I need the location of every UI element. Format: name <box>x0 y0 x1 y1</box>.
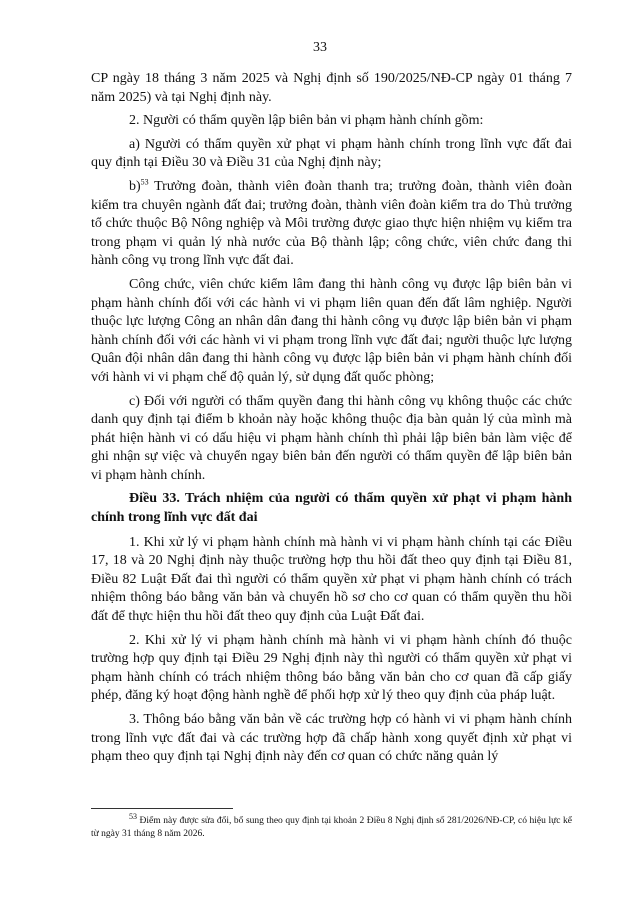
item-b-text: Trưởng đoàn, thành viên đoàn thanh tra; trưởng đoàn, thành viên đoàn kiểm tra chuyên ngành đất đai; trưởng đoàn, thành viên đoàn kiểm tra do Thủ trưởng tổ chức thuộc Bộ Nông nghiệp và Môi trường được giao thực hiện nhiệm vụ kiểm tra trong phạm vi quản lý nhà nước của Bộ thành lập; công chức, viên chức đang thi hành công vụ trong lĩnh vực đất đai. <box>91 178 572 269</box>
paragraph-item-c: c) Đối với người có thẩm quyền đang thi hành công vụ không thuộc các chức danh quy định tại điểm b khoản này hoặc không thuộc địa bàn quản lý của mình mà phát hiện hành vi có dấu hiệu vi phạm hành chính thì phải lập biên bản làm việc để ghi nhận sự việc và chuyển ngay biên bản đến người có thẩm quyền để lập biên bản vi phạm hành chính. <box>91 393 572 483</box>
item-b-label: b) <box>129 178 141 194</box>
paragraph-item-b-continued: Công chức, viên chức kiểm lâm đang thi hành công vụ được lập biên bản vi phạm hành chính đối với các hành vi vi phạm liên quan đến đất lâm nghiệp. Người thuộc lực lượng Công an nhân dân đang thi hành công vụ được lập biên bản vi phạm hành chính đối với các hành vi vi phạm trong lĩnh vực đất đai; người thuộc lực lượng Quân đội nhân dân đang thi hành công vụ được lập biên bản vi phạm hành chính đối với hành vi vi phạm chế độ quản lý, sử dụng đất quốc phòng; <box>91 276 572 385</box>
paragraph-clause-2: 2. Người có thẩm quyền lập biên bản vi phạm hành chính gồm: <box>129 113 484 129</box>
footnote-reference[interactable]: 53 <box>140 177 149 187</box>
footnote-marker: 53 <box>129 811 137 821</box>
article-clause-1: 1. Khi xử lý vi phạm hành chính mà hành vi vi phạm hành chính tại các Điều 17, 18 và 20 Nghị định này thuộc trường hợp thu hồi đất theo quy định tại Điều 81, Điều 82 Luật Đất đai thì người có thẩm quyền xử phạt vi phạm hành chính có trách nhiệm thông báo bằng văn bản và chuyển hồ sơ cho cơ quan có thẩm quyền thu hồi đất để thực hiện thu hồi đất theo quy định của Luật Đất đai. <box>91 534 572 625</box>
article-clause-2: 2. Khi xử lý vi phạm hành chính mà hành vi vi phạm hành chính đó thuộc trường hợp quy định tại Điều 29 Nghị định này thì người có thẩm quyền xử phạt vi phạm hành chính có trách nhiệm thông báo bằng văn bản cho cơ quan đã cấp giấy phép, đăng ký hoạt động hành nghề để phối hợp xử lý theo quy định của pháp luật. <box>91 632 572 704</box>
page-number: 33 <box>313 40 327 55</box>
paragraph-item-b <box>91 178 572 271</box>
document-body <box>91 70 572 772</box>
article-heading: Điều 33. Trách nhiệm của người có thẩm quyền xử phạt vi phạm hành chính trong lĩnh vực đất đai <box>91 491 572 526</box>
footnote <box>91 811 572 841</box>
article-clause-3: 3. Thông báo bằng văn bản về các trường hợp có hành vi vi phạm hành chính trong lĩnh vực đất đai và các trường hợp đã chấp hành xong quyết định xử phạt vi phạm theo quy định tại Nghị định này đến cơ quan có chức năng quản lý <box>91 712 572 765</box>
footnote-text: Điểm này được sửa đổi, bổ sung theo quy định tại khoản 2 Điều 8 Nghị định số 281/2026/NĐ-CP, có hiệu lực kể từ ngày 31 tháng 8 năm 2026. <box>91 816 572 839</box>
footnote-separator <box>91 808 233 809</box>
paragraph-item-a: a) Người có thẩm quyền xử phạt vi phạm hành chính trong lĩnh vực đất đai quy định tại Điều 30 và Điều 31 của Nghị định này; <box>91 136 572 171</box>
paragraph-continuation: CP ngày 18 tháng 3 năm 2025 và Nghị định số 190/2025/NĐ-CP ngày 01 tháng 7 năm 2025) và tại Nghị định này. <box>91 71 572 105</box>
